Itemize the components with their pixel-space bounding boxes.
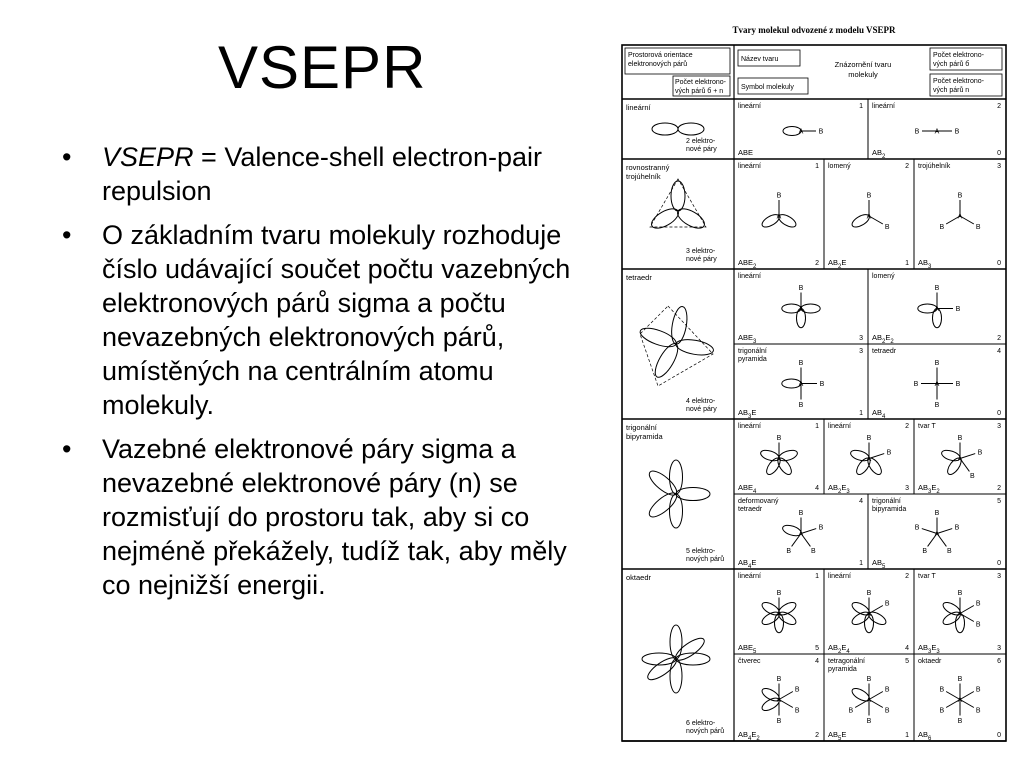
orbital-lobe: [649, 205, 682, 232]
molecule-formula: $AB_5$: [872, 558, 886, 570]
ligand-atom-label: B: [776, 435, 782, 442]
central-atom-label: A: [866, 611, 872, 618]
orbital-lobe: [671, 181, 685, 211]
lone-pair-count: 0: [997, 732, 1001, 739]
lone-pair-count: 2: [997, 335, 1001, 342]
cell-shape-name: lineární: [738, 103, 761, 110]
header-label: Název tvaru: [741, 56, 779, 63]
sigma-count: 2: [905, 423, 909, 430]
bullet-dot-icon: •: [62, 434, 72, 464]
ligand-atom-label: B: [957, 590, 963, 597]
sigma-count: 2: [997, 103, 1001, 110]
sigma-count: 1: [859, 103, 863, 110]
molecule-formula: $AB_2$: [872, 148, 886, 160]
ligand-atom-label: B: [798, 510, 804, 517]
ligand-atom-label: B: [913, 381, 919, 388]
group-count: 5 elektro-: [686, 548, 716, 555]
ligand-atom-label: B: [934, 510, 940, 517]
cell-shape-name: bipyramida: [872, 506, 907, 513]
molecule-formula: $AB_3E_3$: [918, 643, 940, 655]
orbital-lobe: [646, 489, 680, 521]
bullet-item: [62, 432, 602, 602]
lone-pair-count: 1: [905, 260, 909, 267]
lone-pair-count: 1: [859, 410, 863, 417]
ligand-atom-label: B: [798, 285, 804, 292]
central-atom-label: A: [957, 611, 963, 618]
ligand-atom-label: B: [955, 306, 961, 313]
ligand-atom-label: B: [776, 192, 782, 200]
cell-shape-name: lineární: [738, 573, 761, 580]
cell-shape-name: tvar T: [918, 423, 936, 430]
group-name: tetraedr: [626, 273, 652, 282]
ligand-atom-label: B: [970, 472, 975, 480]
central-atom-label: A: [866, 697, 872, 704]
group-name: bipyramida: [626, 432, 663, 441]
header-label: Počet elektrono-: [675, 79, 726, 86]
cell-shape-name: lineární: [828, 423, 851, 430]
ligand-atom-label: B: [955, 381, 961, 388]
group-count: 3 elektro-: [686, 248, 716, 255]
ligand-atom-label: B: [866, 590, 872, 597]
sigma-count: 4: [815, 658, 819, 665]
ligand-atom-label: B: [848, 707, 854, 715]
group-count: nové páry: [686, 406, 717, 413]
sigma-count: 3: [859, 348, 863, 355]
cell-shape-name: trigonální: [872, 498, 901, 505]
figure-title: Tvary molekul odvozené z modelu VSEPR: [732, 25, 896, 35]
molecule-formula: $AB_5E$: [828, 730, 847, 742]
ligand-atom-label: B: [954, 524, 960, 532]
cell-shape-name: lomený: [828, 163, 851, 170]
group-name: oktaedr: [626, 573, 652, 582]
ligand-atom-label: B: [922, 547, 927, 555]
ligand-atom-label: B: [957, 718, 963, 725]
lone-pair-count: 0: [997, 410, 1001, 417]
ligand-atom-label: B: [794, 707, 800, 715]
lone-pair-count: 1: [905, 732, 909, 739]
cell-shape-name: tvar T: [918, 573, 936, 580]
ligand-atom-label: B: [866, 718, 872, 725]
molecule-formula: $AB_3$: [918, 258, 932, 270]
sigma-count: 3: [997, 573, 1001, 580]
bullet-item: [62, 218, 602, 422]
central-atom-label: A: [934, 128, 940, 136]
central-atom-label: A: [934, 531, 940, 538]
lone-pair-count: 1: [859, 560, 863, 567]
ligand-atom-label: B: [914, 524, 920, 532]
ligand-atom-label: B: [786, 547, 791, 555]
bullet-dot-icon: •: [62, 220, 72, 250]
header-label: Počet elektrono-: [933, 78, 984, 85]
central-atom-label: A: [776, 213, 782, 221]
orbital-lobe: [670, 659, 682, 693]
bullet-text: O základním tvaru molekuly rozhoduje číslo udávající součet počtu vazebných elektronových párů sigma a počtu nevazebných elektronových párů, umístěných na centrálním atomu molekuly.: [102, 220, 571, 420]
cell-shape-name: lineární: [738, 163, 761, 170]
molecule-formula: $AB_2E_2$: [872, 333, 894, 345]
ligand-atom-label: B: [776, 718, 782, 725]
central-atom-label: A: [798, 128, 804, 136]
central-atom-label: A: [866, 213, 872, 221]
sigma-count: 1: [815, 163, 819, 170]
ligand-atom-label: B: [954, 128, 960, 136]
ligand-atom-label: B: [866, 676, 872, 683]
sigma-count: 1: [815, 423, 819, 430]
group-count: nových párů: [686, 556, 725, 563]
sigma-count: 6: [997, 658, 1001, 665]
group-count: nové páry: [686, 256, 717, 263]
ligand-atom-label: B: [939, 224, 945, 231]
sigma-count: 2: [905, 573, 909, 580]
bullet-text: = Valence-shell electron-pair repulsion: [102, 142, 542, 206]
molecule-formula: $AB_4E$: [738, 558, 757, 570]
ligand-atom-label: B: [975, 686, 981, 694]
molecule-formula: $AB_4$: [872, 408, 886, 420]
header-label: vých párů n: [933, 87, 970, 94]
sigma-count: 4: [997, 348, 1001, 355]
molecule-formula: $ABE_4$: [738, 483, 757, 495]
ligand-atom-label: B: [975, 224, 981, 231]
header-label: Znázornění tvaru: [834, 60, 892, 69]
lone-pair-count: 4: [905, 645, 909, 652]
ligand-atom-label: B: [884, 600, 890, 608]
orbital-lobe: [675, 337, 715, 357]
ligand-atom-label: B: [776, 676, 782, 683]
ligand-atom-label: B: [939, 686, 945, 694]
lone-pair-count: 0: [997, 150, 1001, 157]
ligand-atom-label: B: [776, 590, 782, 597]
ligand-atom-label: B: [934, 402, 940, 409]
ligand-atom-label: B: [866, 435, 872, 442]
sigma-count: 3: [997, 163, 1001, 170]
central-atom-label: A: [957, 697, 963, 704]
ligand-atom-label: B: [811, 547, 816, 555]
ligand-atom-label: B: [957, 192, 963, 200]
central-atom-label: A: [866, 456, 872, 463]
bullet-text: Vazebné elektronové páry sigma a nevazebné elektronové páry (n) se rozmisťují do prostoru tak, aby si co nejméně překážely, tudíž tak, aby měly co nejnižší energii.: [102, 434, 567, 600]
molecule-formula: $AB_2E$: [828, 258, 847, 270]
ligand-atom-label: B: [884, 686, 890, 694]
lone-pair-count: 2: [997, 485, 1001, 492]
vsepr-table-svg: [618, 14, 1010, 744]
sigma-count: 2: [905, 163, 909, 170]
ligand-atom-label: B: [798, 402, 804, 409]
ligand-atom-label: B: [884, 707, 890, 715]
molecule-formula: $AB_3E$: [738, 408, 757, 420]
sigma-count: 4: [859, 498, 863, 505]
molecule-formula: $ABE_5$: [738, 643, 757, 655]
lone-pair-count: 2: [815, 260, 819, 267]
orbital-lobe: [670, 625, 682, 659]
ligand-atom-label: B: [866, 192, 872, 200]
molecule-formula: $AB_2E_3$: [828, 483, 850, 495]
group-count: 6 elektro-: [686, 720, 716, 727]
slide-title: VSEPR: [218, 34, 427, 101]
header-label: Symbol molekuly: [741, 84, 794, 91]
lone-pair-count: 2: [815, 732, 819, 739]
bullet-dot-icon: •: [62, 142, 72, 172]
ligand-atom-label: B: [975, 707, 981, 715]
cell-shape-name: trigonální: [738, 348, 767, 355]
central-atom-label: A: [957, 213, 963, 221]
molecule-formula: $AB_4E_2$: [738, 730, 760, 742]
cell-shape-name: trojúhelník: [918, 163, 951, 170]
bullet-item: [62, 140, 602, 208]
molecule-formula: $AB_6$: [918, 730, 932, 742]
bullet-emphasis: VSEPR: [102, 142, 194, 172]
ligand-atom-label: B: [975, 600, 981, 608]
molecule-formula: $AB_3E_2$: [918, 483, 940, 495]
ligand-atom-label: B: [939, 707, 945, 715]
cell-shape-name: lomený: [872, 273, 895, 280]
ligand-atom-label: B: [818, 128, 824, 136]
lone-pair-count: 3: [905, 485, 909, 492]
sigma-count: 3: [997, 423, 1001, 430]
molecule-formula: $AB_2E_4$: [828, 643, 850, 655]
cell-shape-name: lineární: [738, 423, 761, 430]
ligand-atom-label: B: [794, 686, 800, 694]
orbital-lobe: [675, 205, 708, 232]
header-label: vých párů б + n: [675, 88, 724, 95]
central-atom-label: A: [798, 381, 804, 388]
ligand-atom-label: B: [914, 128, 920, 136]
cell-shape-name: tetraedr: [738, 506, 763, 513]
ligand-atom-label: B: [957, 676, 963, 683]
lone-pair-count: 4: [815, 485, 819, 492]
central-atom-label: A: [776, 611, 782, 618]
header-label: Počet elektrono-: [933, 52, 984, 59]
lone-pair-count: 5: [815, 645, 819, 652]
molecule-formula: ABE: [738, 148, 754, 157]
group-count: 2 elektro-: [686, 138, 716, 145]
central-atom-label: A: [776, 697, 782, 704]
ligand-atom-label: B: [977, 449, 983, 457]
ligand-atom-label: B: [934, 285, 940, 292]
central-atom-label: A: [934, 381, 940, 388]
sigma-count: 5: [905, 658, 909, 665]
group-count: nové páry: [686, 146, 717, 153]
group-count: nových párů: [686, 728, 725, 735]
group-name: rovnostranný: [626, 163, 670, 172]
lone-pair-count: 0: [997, 260, 1001, 267]
cell-shape-name: pyramida: [828, 666, 857, 673]
group-name: lineární: [626, 103, 651, 112]
orbital-lobe: [678, 123, 704, 135]
ligand-atom-label: B: [884, 224, 890, 231]
group-count: 4 elektro-: [686, 398, 716, 405]
orbital-lobe: [676, 488, 710, 501]
molecule-formula: $ABE_2$: [738, 258, 757, 270]
ligand-atom-label: B: [947, 547, 952, 555]
vsepr-table-figure: [618, 14, 1010, 744]
orbital-lobe: [646, 467, 680, 499]
central-atom-label: A: [776, 456, 782, 463]
header-label: Prostorová orientace: [628, 52, 693, 59]
ligand-atom-label: B: [818, 524, 824, 532]
header-label: molekuly: [848, 70, 878, 79]
sigma-count: 1: [815, 573, 819, 580]
ligand-atom-label: B: [975, 621, 981, 629]
shape-outline: [650, 179, 706, 227]
header-label: elektronových párů: [628, 61, 688, 68]
central-atom-label: A: [798, 531, 804, 538]
cell-shape-name: tetraedr: [872, 348, 897, 355]
molecule-formula: $ABE_3$: [738, 333, 757, 345]
cell-shape-name: lineární: [828, 573, 851, 580]
header-label: vých párů б: [933, 61, 970, 68]
ligand-atom-label: B: [934, 360, 940, 367]
central-atom-label: A: [798, 306, 804, 313]
ligand-atom-label: B: [819, 381, 825, 388]
cell-shape-name: čtverec: [738, 658, 761, 665]
cell-shape-name: pyramida: [738, 356, 767, 363]
table-frame: [622, 45, 1006, 741]
cell-shape-name: tetragonální: [828, 658, 865, 665]
ligand-atom-label: B: [798, 360, 804, 367]
central-atom-label: A: [957, 456, 963, 463]
ligand-atom-label: B: [886, 449, 892, 457]
cell-shape-name: deformovaný: [738, 498, 779, 505]
lone-pair-count: 3: [997, 645, 1001, 652]
ligand-atom-label: B: [957, 435, 963, 442]
cell-shape-name: lineární: [872, 103, 895, 110]
orbital-lobe: [652, 123, 678, 135]
cell-shape-name: oktaedr: [918, 658, 942, 665]
lone-pair-count: 3: [859, 335, 863, 342]
bullet-list: [62, 140, 602, 612]
central-atom-label: A: [934, 306, 940, 313]
group-name: trigonální: [626, 423, 657, 432]
sigma-count: 5: [997, 498, 1001, 505]
lone-pair-count: 0: [997, 560, 1001, 567]
cell-shape-name: lineární: [738, 273, 761, 280]
group-name: trojúhelník: [626, 172, 661, 181]
